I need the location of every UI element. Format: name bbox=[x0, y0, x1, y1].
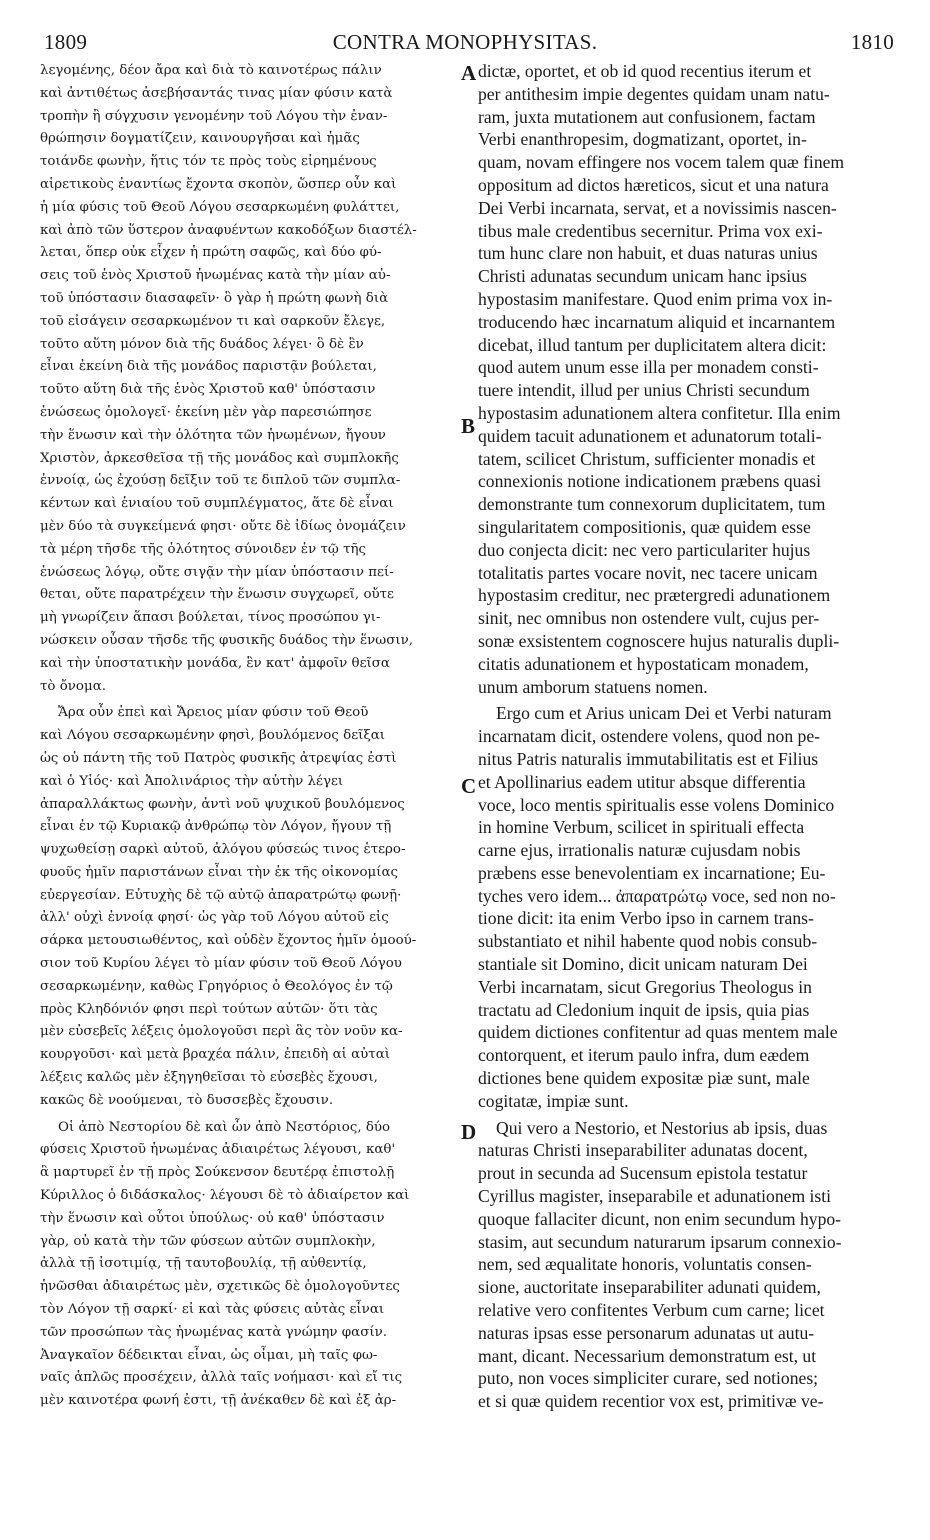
latin-line: dictæ, oportet, et ob id quod recentius iterum et bbox=[478, 61, 812, 81]
latin-line: connexionis notione indicationem præbens quasi bbox=[478, 471, 822, 492]
greek-line: ἡ μία φύσις τοῦ Θεοῦ Λόγου σεσαρκωμένη φυλάττει, bbox=[40, 199, 400, 215]
greek-line: εἶναι ἐκείνη διὰ τῆς μονάδος παριστᾷν βούλεται, bbox=[40, 359, 377, 375]
greek-line: Κύριλλος ὁ διδάσκαλος· λέγουσι δὲ τὸ ἀδιαίρετον καὶ bbox=[40, 1188, 410, 1204]
greek-line: ἀπαραλλάκτως φωνὴν, ἀντὶ νοῦ ψυχικοῦ βουλόμενος bbox=[40, 796, 405, 812]
greek-line: σεσαρκωμένην, καθὼς Γρηγόριος ὁ Θεολόγος ἐν τῷ bbox=[40, 978, 393, 994]
greek-line: καὶ τὴν ὑποστατικὴν μονάδα, ἓν κατ' ἀμφοῖν θεῖσα bbox=[40, 655, 390, 671]
latin-line: quidem dictiones confitentur ad quas mentem male bbox=[478, 1022, 838, 1043]
greek-line: καὶ ὁ Υἱός· καὶ Ἀπολινάριος τὴν αὐτὴν λέγει bbox=[40, 773, 344, 789]
latin-line: puto, non voces simpliciter curare, sed notiones; bbox=[478, 1368, 819, 1389]
latin-line: naturas ipsas esse personarum adunatas ut autu- bbox=[478, 1322, 815, 1343]
greek-line: τὸν Λόγον τῇ σαρκί· εἰ καὶ τὰς φύσεις αὐτὰς εἶναι bbox=[40, 1302, 385, 1318]
latin-line: quidem tacuit adunationem et adunatorum totali- bbox=[478, 425, 822, 446]
latin-line: sonæ exsistentem cognoscere hujus naturalis dupli- bbox=[478, 630, 840, 651]
greek-paragraph-1 bbox=[40, 60, 460, 698]
latin-paragraph-1 bbox=[478, 60, 892, 698]
latin-line: tractatu ad Cledonium inquit de ipsis, quia pias bbox=[478, 999, 810, 1020]
greek-line: σάρκα μετουσιωθέντος, καὶ οὐδὲν ἔχοντος ἡμῖν ὁμοού- bbox=[40, 933, 417, 949]
greek-line: μὲν δύο τὰ συγκείμενά φησι· οὔτε δὲ ἰδίως ὀνομάζειν bbox=[40, 518, 406, 534]
greek-line: ἑνώσεως λόγῳ, οὔτε σιγᾷν τὴν μίαν ὑπόστασιν πεί- bbox=[40, 564, 394, 580]
latin-line: Qui vero a Nestorio, et Nestorius ab ipsis, duas bbox=[496, 1117, 828, 1138]
latin-line: quoque fallaciter dicunt, non enim secundum hypo- bbox=[478, 1208, 842, 1229]
latin-line: per antithesim impie degentes quidam unam natu- bbox=[478, 83, 830, 104]
greek-line: τροπὴν ἢ σύγχυσιν γενομένην τοῦ Λόγου τὴν ἐναν- bbox=[40, 108, 388, 124]
latin-line: singularitatem compositionis, quæ quidem esse bbox=[478, 516, 811, 537]
greek-line: σεις τοῦ ἑνὸς Χριστοῦ ἡνωμένας κατὰ τὴν μίαν αὐ- bbox=[40, 268, 391, 284]
greek-line: ψυχωθείσῃ σαρκὶ αὐτοῦ, ἀλόγου φύσεώς τινος ἑτερο- bbox=[40, 842, 406, 858]
margin-letter-a: A bbox=[461, 61, 477, 85]
latin-column bbox=[478, 60, 892, 1413]
greek-line: Ἄρα οὖν ἐπεὶ καὶ Ἄρειος μίαν φύσιν τοῦ Θεοῦ bbox=[58, 705, 369, 721]
margin-letter-b: B bbox=[461, 414, 476, 438]
latin-line: contorquent, et iterum paulo infra, dum eædem bbox=[478, 1045, 810, 1066]
latin-line: carne ejus, irrationalis naturæ cujusdam nobis bbox=[478, 840, 801, 861]
latin-line: voce, loco mentis spiritualis esse volens Dominico bbox=[478, 794, 835, 815]
latin-line: quam, novam effingere nos vocem talem quæ finem bbox=[478, 152, 845, 173]
latin-paragraph-2 bbox=[478, 702, 892, 1112]
greek-line: τὴν ἕνωσιν καὶ τὴν ὁλότητα τῶν ἡνωμένων, ἤγουν bbox=[40, 427, 386, 443]
greek-line: τοῦ ὑπόστασιν διασαφεῖν· ὃ γὰρ ἡ πρώτη φωνὴ διὰ bbox=[40, 290, 389, 306]
latin-line: Ergo cum et Arius unicam Dei et Verbi naturam bbox=[496, 703, 832, 724]
latin-line: demonstrante tum connexorum duplicitatem, tum bbox=[478, 494, 826, 515]
greek-line: λεγομένης, δέον ἄρα καὶ διὰ τὸ καινοτέρως πάλιν bbox=[40, 63, 382, 78]
greek-line: κουργοῦσι· καὶ μετὰ βραχέα πάλιν, ἐπειδὴ αἱ αὐταὶ bbox=[40, 1047, 391, 1063]
latin-line: oppositum ad dictos hæreticos, sicut et una natura bbox=[478, 174, 829, 195]
greek-line: καὶ ἀπὸ τῶν ὕστερον ἀναφυέντων κακοδόξων διαστέλ- bbox=[40, 222, 417, 238]
latin-line: hypostasim manifestare. Quod enim prima vox in- bbox=[478, 288, 833, 309]
greek-line: Οἱ ἀπὸ Νεστορίου δὲ καὶ ὧν ἀπὸ Νεστόριος, δύο bbox=[58, 1119, 391, 1135]
greek-column bbox=[40, 60, 460, 1413]
latin-line: tibus male credentibus secernitur. Prima vox exi- bbox=[478, 220, 823, 241]
greek-line: τοῦτο αὕτη διὰ τῆς ἑνὸς Χριστοῦ καθ' ὑπόστασιν bbox=[40, 382, 376, 398]
greek-line: φυοῦς ἡμῖν παριστάνων εἶναι τὴν ἐκ τῆς οἰκονομίας bbox=[40, 864, 399, 880]
greek-line: τοιάνδε φωνὴν, ἥτις τόν τε πρὸς τοὺς εἰρημένους bbox=[40, 154, 377, 170]
greek-line: ἀλλὰ τῇ ἰσοτιμίᾳ, τῇ ταυτοβουλίᾳ, τῇ αὐθεντίᾳ, bbox=[40, 1256, 367, 1272]
greek-line: ναῖς ἁπλῶς προσέχειν, ἀλλὰ ταῖς νοήμασι· καὶ εἴ τις bbox=[40, 1370, 403, 1386]
greek-line: αἱρετικοὺς ἐναντίως ἔχοντα σκοπὸν, ὥσπερ οὖν καὶ bbox=[40, 176, 397, 192]
margin-letter-d: D bbox=[461, 1120, 477, 1144]
greek-line: σιον τοῦ Κυρίου λέγει τὸ μίαν φύσιν τοῦ Θεοῦ Λόγου bbox=[40, 956, 402, 972]
latin-line: mant, dicant. Necessarium demonstratum est, ut bbox=[478, 1345, 817, 1366]
latin-line: incarnatam dicit, ostendere volens, quod non pe- bbox=[478, 726, 820, 747]
latin-line: unum amborum statuens nomen. bbox=[478, 676, 708, 697]
greek-line: εὐεργεσίαν. Εὐτυχὴς δὲ τῷ αὐτῷ ἀπαρατρώτῳ φωνῇ· bbox=[40, 887, 402, 903]
latin-line: totalitatis partes vocare novit, nec tacere unicam bbox=[478, 562, 818, 583]
greek-line: τὸ ὄνομα. bbox=[40, 678, 106, 694]
greek-line: τοῦ εἰσάγειν σεσαρκωμένον τι καὶ σαρκοῦν ἔλεγε, bbox=[40, 313, 386, 329]
latin-line: Verbi incarnatam, sicut Gregorius Theologus in bbox=[478, 976, 812, 997]
greek-line: πρὸς Κληδόνιόν φησι περὶ τούτων αὐτῶν· ὅτι τὰς bbox=[40, 1001, 378, 1017]
greek-line: νώσκειν οὖσαν τῆσδε τῆς φυσικῆς δυάδος τὴν ἕνωσιν, bbox=[40, 632, 413, 648]
greek-line: ἑνώσεως ὁμολογεῖ· ἐκείνη μὲν γὰρ παρεσιώπησε bbox=[40, 404, 372, 420]
greek-line: ἡνῶσθαι ἀδιαιρέτως μὲν, σχετικῶς δὲ ὁμολογοῦντες bbox=[40, 1279, 400, 1295]
latin-line: tatem, scilicet Christum, sufficienter monadis et bbox=[478, 448, 816, 469]
greek-line: τῶν προσώπων τὰς ἡνωμένας κατὰ γνώμην φασίν. bbox=[40, 1324, 388, 1340]
latin-line: præbens esse benevolentiam ex incarnatione; Eu- bbox=[478, 862, 826, 883]
greek-line: κακῶς δὲ νοούμεναι, τὸ δυσσεβὲς ἔχουσιν. bbox=[40, 1092, 334, 1108]
greek-paragraph-3 bbox=[40, 1117, 460, 1413]
latin-line: in homine Verbum, scilicet in spirituali effecta bbox=[478, 817, 805, 838]
greek-line: θρώπησιν δογματίζειν, καινουργῆσαι καὶ ἡμᾶς bbox=[40, 131, 360, 147]
latin-paragraph-3 bbox=[478, 1117, 892, 1413]
latin-line: naturas Christi inseparabiliter adunatas docent, bbox=[478, 1140, 808, 1161]
latin-line: Christi adunatas secundum unicam hanc ipsius bbox=[478, 266, 807, 287]
greek-line: λέξεις καλῶς μὲν ἐξηγηθεῖσαι τὸ εὐσεβὲς ἔχουσι, bbox=[40, 1070, 378, 1086]
greek-line: ἐννοίᾳ, ὡς ἐχούσῃ δεῖξιν τοῦ τε διπλοῦ τῶν συμπλα- bbox=[40, 473, 401, 489]
latin-line: dicebat, illud tantum per duplicitatem altera dicit: bbox=[478, 334, 827, 355]
latin-line: hypostasim creditur, nec prætergredi adunationem bbox=[478, 585, 831, 606]
greek-line: ἃ μαρτυρεῖ ἐν τῇ πρὸς Σούκενσον δευτέρᾳ ἐπιστολῇ bbox=[40, 1165, 395, 1181]
greek-line: καὶ Λόγου σεσαρκωμένην φησὶ, βουλόμενος δεῖξαι bbox=[40, 728, 386, 744]
margin-letter-c: C bbox=[461, 774, 477, 798]
latin-line: nem, sed æqualitate honoris, voluntatis consen- bbox=[478, 1254, 812, 1275]
greek-line: Ἀναγκαῖον δέδεικται εἶναι, ὡς οἶμαι, μὴ ταῖς φω- bbox=[40, 1347, 378, 1363]
latin-line: et si quæ quidem recentior vox est, primitivæ ve- bbox=[478, 1391, 824, 1412]
latin-line: Cyrillus magister, inseparabile et adunationem isti bbox=[478, 1186, 832, 1207]
greek-line: κέντων καὶ ἑνιαίου τοῦ συμπλέγματος, ἅτε δὲ εἶναι bbox=[40, 496, 394, 512]
greek-line: μὲν καινοτέρα φωνή ἐστι, τῇ ἀνέκαθεν δὲ καὶ ἐξ ἀρ- bbox=[40, 1393, 397, 1409]
greek-line: γὰρ, οὐ κατὰ τὴν τῶν φύσεων αὐτῶν συμπλοκὴν, bbox=[40, 1233, 376, 1249]
greek-line: καὶ ἀντιθέτως ἀσεβήσαντάς τινας μίαν φύσιν κατὰ bbox=[40, 85, 393, 101]
greek-line: φύσεις Χριστοῦ ἡνωμένας ἀδιαιρέτως λέγουσι, καθ' bbox=[40, 1142, 396, 1158]
greek-line: τὴν ἕνωσιν καὶ οὗτοι ὑπούλως· οὐ καθ' ὑπόστασιν bbox=[40, 1210, 385, 1226]
greek-line: ὡς οὐ πάντη τῆς τοῦ Πατρὸς φυσικῆς ἀτρεψίας ἐστὶ bbox=[40, 750, 397, 766]
greek-line: μὴ γνωρίζειν ἅπασι βούλεται, τίνος προσώπου γι- bbox=[40, 610, 381, 626]
latin-line: tyches vero idem... ἀπαρατρώτῳ voce, sed non no- bbox=[478, 885, 836, 906]
latin-line: troducendo hæc incarnatum aliquid et incarnantem bbox=[478, 311, 836, 332]
latin-line: tione dicit: ita enim Verbo ipso in carnem trans- bbox=[478, 908, 814, 929]
latin-line: sione, auctoritate inseparabiliter adunati quidem, bbox=[478, 1277, 821, 1298]
latin-line: citatis adunationem et hypostaticam monadem, bbox=[478, 653, 809, 674]
latin-line: relative vero confitentes Verbum cum carne; licet bbox=[478, 1300, 825, 1321]
latin-line: dictiones bene quidem expositæ piæ sunt, male bbox=[478, 1068, 810, 1089]
latin-line: et Apollinarius eadem utitur absque differentia bbox=[478, 771, 806, 792]
latin-line: substantiato et nihil habente quod nobis consub- bbox=[478, 931, 818, 952]
latin-line: hypostasim adunationem altera confitetur. Illa enim bbox=[478, 402, 841, 423]
greek-line: τὰ μέρη τῆσδε τῆς ὁλότητος σύνοιδεν ἐν τῷ τῆς bbox=[40, 541, 367, 557]
latin-line: quod autem unum esse illa per monadem consti- bbox=[478, 357, 819, 378]
latin-line: ram, juxta mutationem aut confusionem, factam bbox=[478, 106, 816, 127]
greek-line: λεται, ὅπερ οὐκ εἶχεν ἡ πρώτη σαφῶς, καὶ δύο φύ- bbox=[40, 245, 382, 261]
latin-line: prout in secunda ad Sucensum epistola testatur bbox=[478, 1163, 808, 1184]
page-number-right: 1810 bbox=[850, 30, 894, 54]
greek-line: μὲν εὐσεβεῖς λέξεις ὁμολογοῦσι περὶ ἃς τὸν νοῦν κα- bbox=[40, 1024, 403, 1040]
latin-line: Verbi enanthropesim, dogmatizant, oportet, in- bbox=[478, 129, 807, 150]
greek-line: ἀλλ' οὐχὶ ἐννοίᾳ φησί· ὡς γὰρ τοῦ Λόγου αὐτοῦ εἰς bbox=[40, 910, 389, 926]
greek-line: Χριστὸν, ἀρκεσθεῖσα τῇ τῆς μονάδος καὶ συμπλοκῆς bbox=[40, 450, 399, 466]
running-title: CONTRA MONOPHYSITAS. bbox=[332, 30, 598, 54]
greek-line: εἶναι ἐν τῷ Κυριακῷ ἀνθρώπῳ τὸν Λόγον, ἤγουν τῇ bbox=[40, 819, 392, 835]
page-number-left: 1809 bbox=[44, 30, 88, 54]
latin-line: sinit, nec omnibus non ostendere vult, cujus per- bbox=[478, 608, 820, 629]
greek-line: θεται, οὔτε παρατρέχειν τὴν ἕνωσιν συγχωρεῖ, οὔτε bbox=[40, 587, 394, 603]
latin-line: cogitatæ, impiæ sunt. bbox=[478, 1090, 629, 1111]
latin-line: stasim, aut secundum naturarum ipsarum connexio- bbox=[478, 1231, 842, 1252]
latin-line: duo conjecta dicit: nec vero particulariter hujus bbox=[478, 539, 811, 560]
greek-line: τοῦτο αὕτη μόνον διὰ τῆς δυάδος λέγει· ὃ δὲ ἓν bbox=[40, 336, 364, 352]
latin-line: stantiale sit Domino, dicit unicam naturam Dei bbox=[478, 954, 808, 975]
latin-line: tuere intendit, illud per unius Christi secundum bbox=[478, 380, 810, 401]
latin-line: Dei Verbi incarnata, servat, et a novissimis nascen- bbox=[478, 197, 837, 218]
latin-line: nitus Patris naturalis immutabilitatis est et Filius bbox=[478, 748, 819, 769]
greek-paragraph-2 bbox=[40, 702, 460, 1112]
latin-line: tum hunc clare non habuit, et duas naturas unius bbox=[478, 243, 818, 264]
